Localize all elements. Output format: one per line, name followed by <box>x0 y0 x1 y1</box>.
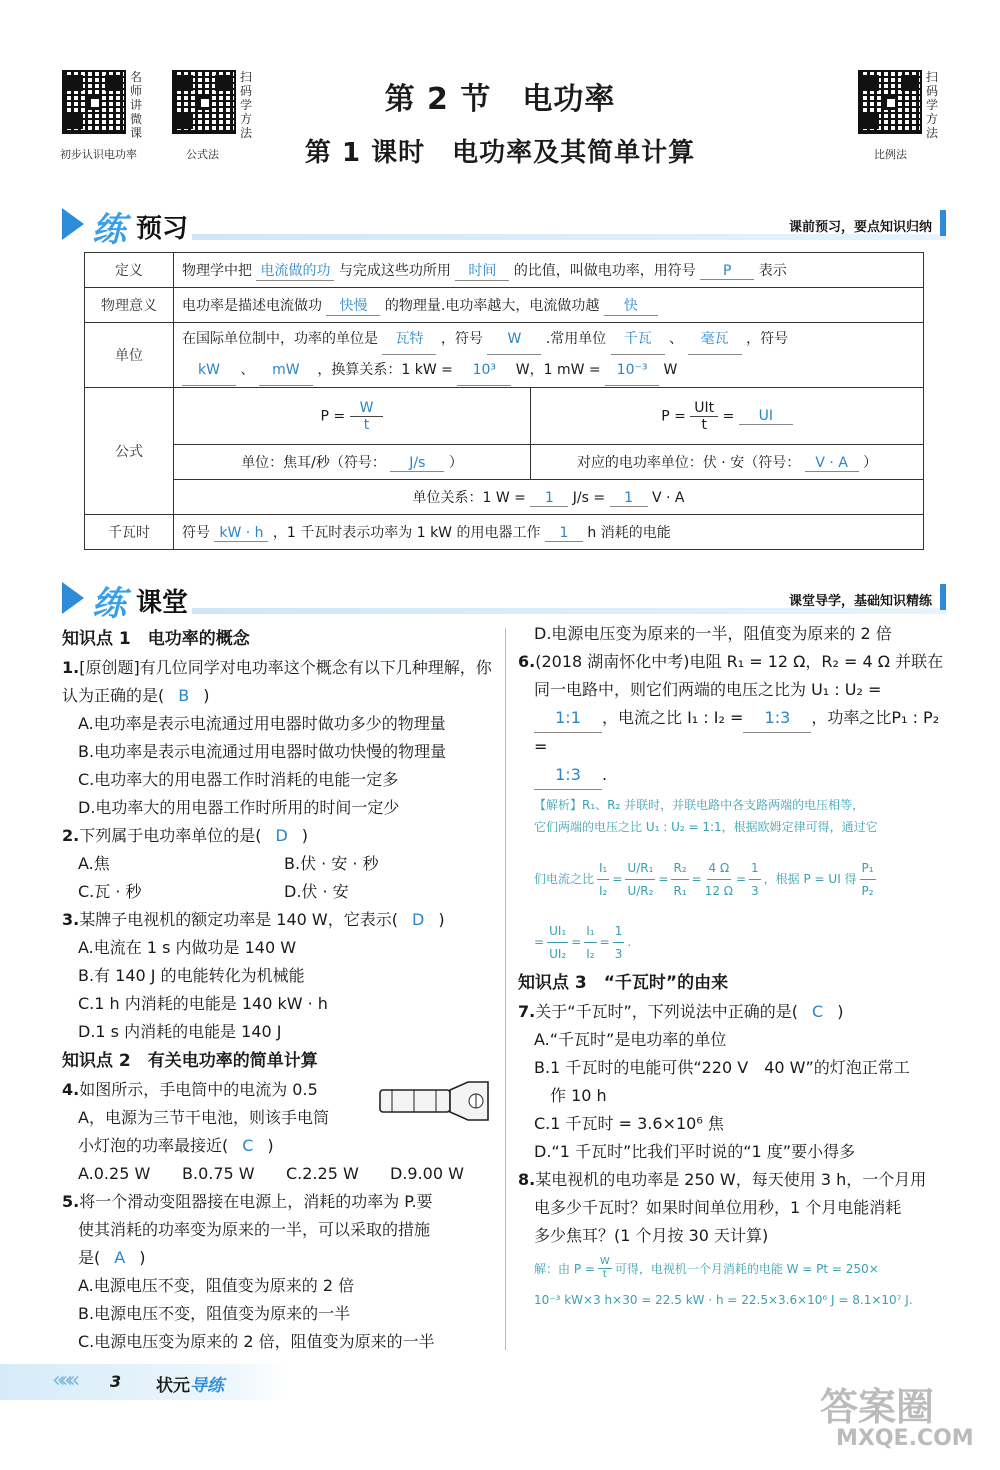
fraction <box>597 857 609 902</box>
footer-bar <box>0 1364 290 1400</box>
question-text: 小灯泡的功率最接近( <box>78 1136 229 1155</box>
fraction <box>671 857 688 902</box>
question-8 <box>518 1166 948 1250</box>
qr-side-label: 名师讲微课 <box>130 70 143 140</box>
numerator: 1 <box>613 920 625 943</box>
banner-cap <box>940 584 946 610</box>
text: W <box>663 362 678 378</box>
unit-cell <box>531 445 924 480</box>
option: B.电功率是表示电流通过用电器时做功快慢的物理量 <box>78 742 447 761</box>
fraction <box>625 857 655 902</box>
qr-side-label: 扫码学方法 <box>240 70 253 140</box>
question-text: ，功率之比P₁ : P₂ = <box>534 708 940 756</box>
question-text: 电多少千瓦时？如果时间单位用秒，1 个月电能消耗 <box>534 1198 902 1217</box>
watermark-url: MXQE.COM <box>836 1426 974 1451</box>
paren: ) <box>301 826 309 845</box>
question-number: 1. <box>62 658 80 677</box>
answer: UI <box>739 408 793 425</box>
equals: = <box>571 935 582 949</box>
numerator: 1 <box>749 857 761 880</box>
banner-title: 课堂 <box>136 588 189 618</box>
denominator: R₁ <box>673 883 687 898</box>
row-label: 千瓦时 <box>85 515 174 550</box>
option: A.“千瓦时”是电功率的单位 <box>534 1030 727 1049</box>
answer: 10³ <box>457 355 511 386</box>
text: 表示 <box>758 262 787 279</box>
text: 的物理量.电功率越大，电流做功越 <box>384 297 600 314</box>
banner-lian: 练 <box>92 584 126 624</box>
denominator: I₂ <box>599 883 608 898</box>
fraction <box>547 920 568 965</box>
answer: 1 <box>610 490 648 507</box>
knowledge-point-heading: 知识点 2 有关电功率的简单计算 <box>62 1051 318 1071</box>
answer: 1:3 <box>743 704 811 733</box>
numerator: W <box>599 1256 610 1267</box>
right-column <box>518 620 948 1311</box>
fraction <box>860 857 876 902</box>
option: B.伏 · 安 · 秒 <box>284 854 379 873</box>
paren: ) <box>139 1248 146 1267</box>
option: C.电功率大的用电器工作时消耗的电能一定多 <box>78 770 399 789</box>
lesson-title: 第 1 课时 电功率及其简单计算 <box>304 138 696 168</box>
text: 单位：焦耳/秒（符号： <box>241 455 386 471</box>
option: D.伏 · 安 <box>284 882 349 901</box>
solution-text: 10⁻³ kW×3 h×30 = 22.5 kW · h = 22.5×3.6×10⁶ J = 8.1×10⁷ J. <box>534 1293 913 1307</box>
answer: 1 <box>530 490 568 507</box>
row-content <box>174 288 924 323</box>
brand-name <box>156 1371 224 1396</box>
table-row <box>85 323 924 388</box>
numerator: 4 Ω <box>707 857 732 880</box>
fraction <box>690 400 718 433</box>
table-row <box>85 388 924 445</box>
answer: D <box>412 910 425 929</box>
unit-cell <box>174 445 531 480</box>
relation-cell <box>174 480 924 515</box>
answer: 10⁻³ <box>605 355 659 386</box>
answer: P <box>700 263 754 280</box>
denominator: I₂ <box>586 946 595 961</box>
brand-part: 状元 <box>156 1376 190 1396</box>
section-title: 第 2 节 电功率 <box>384 82 616 117</box>
row-label: 定义 <box>85 253 174 288</box>
option: C.2.25 W <box>286 1164 359 1183</box>
question-text: ，电流之比 I₁ : I₂ = <box>602 708 744 727</box>
denominator: t <box>363 416 370 433</box>
answer: A <box>114 1248 126 1267</box>
page-number: 3 <box>110 1372 122 1391</box>
equals: = <box>599 935 610 949</box>
formula-cell <box>174 388 531 445</box>
preview-banner <box>62 202 946 250</box>
question-text: A，电源为三节干电池，则该手电筒 <box>78 1108 329 1127</box>
question-text: . <box>602 765 608 784</box>
banner-subtitle: 课堂导学，基础知识精练 <box>788 594 932 609</box>
fraction <box>705 857 733 902</box>
options <box>518 1026 948 1166</box>
question-number: 8. <box>518 1170 536 1189</box>
question-text: 是( <box>78 1248 101 1267</box>
option: D.9.00 W <box>390 1164 464 1183</box>
answer: 1:1 <box>534 704 602 733</box>
numerator: UIt <box>690 400 718 417</box>
answer: kW · h <box>214 525 268 542</box>
text: ） <box>448 455 463 471</box>
solution-text: 可得，电视机一个月消耗的电能 W = Pt = 250× <box>614 1261 879 1276</box>
left-column <box>62 624 498 1356</box>
option: A.焦 <box>78 854 110 873</box>
option: B.1 千瓦时的电能可供“220 V 40 W”的灯泡正常工 <box>534 1058 910 1077</box>
solution-text: 它们两端的电压之比 U₁ : U₂ = 1:1，根据欧姆定律可得，通过它 <box>534 820 878 834</box>
chevrons-icon: ««« <box>52 1368 75 1393</box>
formula-lhs: P = <box>661 408 686 424</box>
text: ，符号 <box>440 331 483 347</box>
option: C.瓦 · 秒 <box>78 882 142 901</box>
text: .常用单位 <box>545 331 607 347</box>
row-label: 公式 <box>85 388 174 515</box>
answer: 1 <box>545 525 583 542</box>
answer: 毫瓦 <box>688 324 742 355</box>
question-number: 4. <box>62 1080 80 1099</box>
text: 对应的电功率单位：伏 · 安（符号： <box>576 455 801 471</box>
qr-caption: 公式法 <box>186 148 219 161</box>
denominator: t <box>701 416 707 433</box>
table-row <box>85 288 924 323</box>
question-number: 2. <box>62 826 80 845</box>
option: D.电源电压变为原来的一半，阻值变为原来的 2 倍 <box>534 624 892 643</box>
fraction <box>613 920 625 965</box>
text: 、 <box>669 331 684 347</box>
options <box>62 850 498 906</box>
preview-table <box>84 252 924 550</box>
table-row <box>85 480 924 515</box>
option: D.1 s 内消耗的电能是 140 J <box>78 1022 282 1041</box>
equals: = <box>722 408 735 424</box>
option: 作 10 h <box>550 1086 607 1105</box>
answer: 瓦特 <box>382 324 436 355</box>
text: 的比值，叫做电功率，用符号 <box>513 262 696 279</box>
denominator: 3 <box>751 883 759 898</box>
question-number: 3. <box>62 910 80 929</box>
options <box>62 934 498 1046</box>
classroom-banner <box>62 576 946 624</box>
equals: = <box>612 872 623 886</box>
answer: 快 <box>604 295 658 316</box>
numerator: R₂ <box>671 857 688 880</box>
option: B.有 140 J 的电能转化为机械能 <box>78 966 305 985</box>
formula-lhs: P = <box>320 408 346 424</box>
paren: ) <box>438 910 445 929</box>
column-divider <box>505 628 506 1350</box>
numerator: I₁ <box>597 857 609 880</box>
question-2 <box>62 822 498 906</box>
solution-text: ，根据 P = UI 得 <box>763 872 857 886</box>
banner-cap <box>940 210 946 236</box>
banner-subtitle: 课前预习，要点知识归纳 <box>788 220 932 235</box>
denominator: UI₂ <box>549 946 567 961</box>
text: ） <box>863 455 878 471</box>
row-label: 物理意义 <box>85 288 174 323</box>
numerator: W <box>350 400 384 417</box>
paren: ) <box>203 686 210 705</box>
denominator: U/R₂ <box>627 883 654 898</box>
answer: C <box>812 1002 824 1021</box>
option: D.电功率大的用电器工作时所用的时间一定少 <box>78 798 400 817</box>
knowledge-point-heading: 知识点 1 电功率的概念 <box>62 629 250 649</box>
options <box>62 710 498 822</box>
denominator: 3 <box>614 946 623 961</box>
solution-formula <box>534 838 948 920</box>
denominator: 12 Ω <box>704 883 733 898</box>
question-number: 5. <box>62 1192 80 1211</box>
fraction <box>749 857 761 902</box>
solution-text: 解：由 P = <box>534 1261 595 1276</box>
row-label: 单位 <box>85 323 174 388</box>
solution-text: . <box>627 935 632 949</box>
question-3 <box>62 906 498 1046</box>
option: A.电源电压不变，阻值变为原来的 2 倍 <box>78 1276 355 1295</box>
answer: 快慢 <box>326 295 380 316</box>
text: ，1 千瓦时表示功率为 1 kW 的用电器工作 <box>272 525 541 541</box>
answer: B <box>178 686 190 705</box>
question-text: 关于“千瓦时”，下列说法中正确的是( <box>535 1002 799 1021</box>
paren: ) <box>267 1136 274 1155</box>
fraction <box>584 920 596 965</box>
text: W，1 mW = <box>515 362 601 378</box>
question-text: 多少焦耳？(1 个月按 30 天计算) <box>534 1226 769 1245</box>
answer: kW <box>182 355 236 386</box>
answer: W <box>487 324 541 355</box>
question-text: 如图所示，手电筒中的电流为 0.5 <box>79 1080 318 1099</box>
banner-title: 预习 <box>136 214 189 244</box>
question-text: 下列属于电功率单位的是( <box>79 826 262 845</box>
text: 电功率是描述电流做功 <box>182 297 322 314</box>
text: 与完成这些功所用 <box>338 262 451 279</box>
question-number: 7. <box>518 1002 536 1021</box>
knowledge-point-heading: 知识点 3 “千瓦时”的由来 <box>518 973 729 993</box>
text: 在国际单位制中，功率的单位是 <box>182 331 378 347</box>
row-content <box>174 253 924 288</box>
equals: = <box>534 935 545 949</box>
answer: mW <box>259 355 313 386</box>
options <box>62 1272 498 1356</box>
answer: C <box>242 1136 254 1155</box>
question-5 <box>62 1188 498 1356</box>
row-content <box>174 323 924 388</box>
solution-text: 【解析】R₁、R₂ 并联时，并联电路中各支路两端的电压相等， <box>534 798 865 812</box>
question-1 <box>62 654 498 822</box>
question-text: (2018 湖南怀化中考)电阻 R₁ = 12 Ω，R₂ = 4 Ω 并联在 <box>535 652 944 671</box>
triangle-icon <box>62 582 84 614</box>
question-tag: [原创题] <box>79 658 140 677</box>
formula-cell <box>531 388 924 445</box>
text: ，符号 <box>746 331 789 347</box>
banner-lian: 练 <box>92 210 126 250</box>
table-row <box>85 253 924 288</box>
answer: 时间 <box>455 260 509 281</box>
text: V · A <box>652 490 685 506</box>
question-text: 将一个滑动变阻器接在电源上，消耗的功率为 P.要 <box>79 1192 433 1211</box>
option: B.电源电压不变，阻值变为原来的一半 <box>78 1304 351 1323</box>
solution-6 <box>518 794 948 964</box>
question-6 <box>518 648 948 790</box>
answer: J/s <box>390 455 444 472</box>
text: 、 <box>240 362 255 378</box>
option: C.电源电压变为原来的 2 倍，阻值变为原来的一半 <box>78 1332 435 1351</box>
question-7 <box>518 998 948 1166</box>
answer: 电流做的功 <box>256 260 334 281</box>
text: J/s = <box>572 490 606 506</box>
question-number: 6. <box>518 652 536 671</box>
equals: = <box>658 872 669 886</box>
table-row <box>85 445 924 480</box>
question-text: 某牌子电视机的额定功率是 140 W，它表示( <box>79 910 398 929</box>
denominator: t <box>602 1269 607 1280</box>
option: D.“1 千瓦时”比我们平时说的“1 度”要小得多 <box>534 1142 856 1161</box>
solution-formula <box>534 1256 948 1281</box>
answer: D <box>275 826 288 845</box>
option: A.0.25 W <box>78 1164 151 1183</box>
brand-part: 导练 <box>190 1376 224 1396</box>
question-4 <box>62 1076 498 1188</box>
question-text: 某电视机的电功率是 250 W，每天使用 3 h，一个月用 <box>535 1170 927 1189</box>
denominator: P₂ <box>861 883 874 898</box>
option: A.电流在 1 s 内做功是 140 W <box>78 938 297 957</box>
option: C.1 h 内消耗的电能是 140 kW · h <box>78 994 328 1013</box>
answer: 千瓦 <box>611 324 665 355</box>
question-text: 有几位同学对电功率这个概念有以下几种理解，你认为正确的是( <box>62 658 492 705</box>
numerator: UI₁ <box>547 920 568 943</box>
flashlight-icon <box>376 1076 496 1126</box>
option: C.1 千瓦时 = 3.6×10⁶ 焦 <box>534 1114 724 1133</box>
qr-caption: 初步认识电功率 <box>60 148 137 161</box>
numerator: P₁ <box>860 857 876 880</box>
solution-formula <box>534 920 948 964</box>
table-row <box>85 515 924 550</box>
answer: V · A <box>805 455 859 472</box>
qr-caption: 比例法 <box>874 148 907 161</box>
equals: = <box>735 872 747 886</box>
text: 单位关系：1 W = <box>412 490 526 506</box>
question-text: 同一电路中，则它们两端的电压之比为 U₁ : U₂ = <box>534 680 882 699</box>
option: A.电功率是表示电流通过用电器时做功多少的物理量 <box>78 714 446 733</box>
fraction <box>350 400 384 433</box>
question-text: 使其消耗的功率变为原来的一半，可以采取的措施 <box>78 1220 431 1239</box>
solution-text: 们电流之比 <box>534 872 595 886</box>
fraction <box>598 1256 612 1281</box>
numerator: U/R₁ <box>625 857 655 880</box>
watermark-text: 答案圈 <box>820 1385 935 1429</box>
options <box>62 1160 498 1188</box>
text: h 消耗的电能 <box>587 525 671 541</box>
solution-8 <box>518 1256 948 1311</box>
qr-side-label: 扫码学方法 <box>926 70 939 140</box>
text: ，换算关系：1 kW = <box>317 362 453 378</box>
row-content <box>174 515 924 550</box>
option: B.0.75 W <box>182 1164 255 1183</box>
paren: ) <box>837 1002 844 1021</box>
equals: = <box>691 872 702 886</box>
text: 符号 <box>182 525 210 541</box>
triangle-icon <box>62 208 84 240</box>
text: 物理学中把 <box>182 262 252 279</box>
answer: 1:3 <box>534 761 602 790</box>
numerator: I₁ <box>584 920 596 943</box>
